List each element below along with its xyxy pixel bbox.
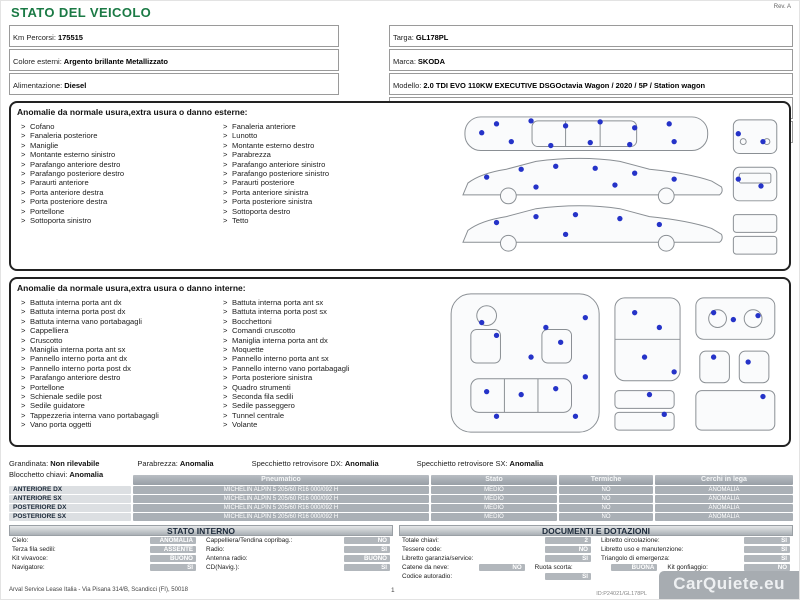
anomaly-item: > Pannello interno vano portabagagli (223, 364, 435, 373)
damage-dot (617, 216, 622, 221)
watermark: CarQuiete.eu (659, 571, 799, 599)
field-pair (667, 564, 790, 571)
anomaly-item: > Volante (223, 420, 435, 429)
table-row (9, 554, 393, 563)
damage-dot (667, 121, 672, 126)
field-value: SI (545, 573, 591, 580)
field-label: Cappelliera/Tendina copribag.: (206, 537, 293, 544)
damage-dot (494, 121, 499, 126)
anomaly-item: > Battuta interna vano portabagagli (21, 317, 217, 326)
anomaly-item: > Pannello interno porta ant sx (223, 354, 435, 363)
damage-dot (711, 354, 716, 359)
interior-anomaly-list-2 (223, 298, 435, 430)
field-value: SI (744, 537, 790, 544)
damage-dot (711, 310, 716, 315)
exterior-anomaly-list-1 (21, 122, 217, 225)
tires-header-pneumatico: Pneumatico (133, 475, 429, 485)
tires-header-blank (9, 475, 131, 485)
anomaly-item: > Battuta interna porta post dx (21, 307, 217, 316)
document-id: ID:P24021/GL178PL (596, 591, 647, 597)
field-pair (12, 564, 196, 571)
table-row (399, 554, 793, 563)
field-value: NO (744, 564, 790, 571)
check-label: Parabrezza: (137, 459, 178, 468)
anomaly-item: > Cappelliera (21, 326, 217, 335)
damage-dot (632, 171, 637, 176)
field-label: Codice autoradio: (402, 573, 453, 580)
anomaly-item: > Tappezzeria interna vano portabagagli (21, 411, 217, 420)
documenti-header: DOCUMENTI E DOTAZIONI (399, 525, 793, 536)
field-value: GL178PL (415, 33, 449, 42)
damage-dot (553, 386, 558, 391)
check-value: Anomalia (344, 459, 379, 468)
anomaly-item: > Sottoporta sinistro (21, 216, 217, 225)
tire-stato: MEDIO (431, 486, 557, 494)
field-label: Colore esterni: (13, 57, 62, 66)
field-value: 175515 (57, 33, 83, 42)
field-pair (402, 555, 591, 562)
field-pair (206, 537, 390, 544)
field-value: NO (344, 537, 390, 544)
field-label: Alimentazione: (13, 81, 63, 90)
field-pair (535, 564, 658, 571)
field-label: Radio: (206, 546, 225, 553)
anomaly-item: > Parafango anteriore destro (21, 160, 217, 169)
anomaly-item: > Pannello interno porta ant dx (21, 354, 217, 363)
anomaly-item: > Schienale sedile post (21, 392, 217, 401)
interior-anomalies-title: Anomalie da normale usura,extra usura o danno interne: (17, 283, 246, 293)
damage-dot (671, 369, 676, 374)
anomaly-item: > Portellone (21, 383, 217, 392)
field-pair (12, 537, 196, 544)
page-number: 1 (391, 587, 395, 594)
damage-dot (533, 184, 538, 189)
tire-stato: MEDIO (431, 495, 557, 503)
damage-dot (484, 174, 489, 179)
page-title: STATO DEL VEICOLO (11, 5, 152, 20)
anomaly-item: > Maniglia interna porta ant dx (223, 336, 435, 345)
damage-dot (494, 220, 499, 225)
footer-address: Arval Service Lease Italia - Via Pisana 314/B, Scandicci (FI), 50018 (9, 587, 188, 593)
damage-dot (662, 412, 667, 417)
field-value: BUONA (611, 564, 657, 571)
field-label: Navigatore: (12, 564, 45, 571)
tire-position: POSTERIORE DX (9, 504, 131, 512)
stato-interno-table (9, 525, 393, 572)
tires-header-stato: Stato (431, 475, 557, 485)
tires-header-row (9, 475, 793, 485)
field-value: Argento brillante Metallizzato (63, 57, 168, 66)
anomaly-item: > Quadro strumenti (223, 383, 435, 392)
field-label: Libretto garanzia/service: (402, 555, 474, 562)
field-label: Km Percorsi: (13, 33, 56, 42)
field-label: Catene da neve: (402, 564, 449, 571)
info-field (389, 73, 793, 95)
damage-dot (627, 142, 632, 147)
anomaly-item: > Porta anteriore sinistra (223, 188, 435, 197)
tire-description: MICHELIN ALPIN 5 205/60 R16 000/092 H (133, 495, 429, 503)
field-pair (601, 537, 790, 544)
info-field (9, 73, 339, 95)
tire-stato: MEDIO (431, 513, 557, 521)
anomaly-item: > Porta posteriore sinistra (223, 197, 435, 206)
damage-dot (509, 139, 514, 144)
tire-row (9, 486, 793, 494)
anomaly-item: > Porta posteriore destra (21, 197, 217, 206)
field-pair (601, 555, 790, 562)
field-value: SI (744, 546, 790, 553)
field-value: ANOMALIA (150, 537, 196, 544)
anomaly-item: > Moquette (223, 345, 435, 354)
tire-termiche: NO (559, 504, 653, 512)
info-field (389, 25, 793, 47)
damage-dot (745, 359, 750, 364)
anomaly-item: > Seconda fila sedili (223, 392, 435, 401)
tire-description: MICHELIN ALPIN 5 205/60 R16 000/092 H (133, 486, 429, 494)
damage-dot (647, 392, 652, 397)
tire-termiche: NO (559, 513, 653, 521)
check-value: Anomalia (69, 470, 104, 479)
anomaly-item: > Tunnel centrale (223, 411, 435, 420)
field-value: Diesel (64, 81, 87, 90)
anomaly-item: > Montante esterno sinistro (21, 150, 217, 159)
table-row (399, 536, 793, 545)
damage-dot (479, 130, 484, 135)
vehicle-info-left (9, 25, 339, 97)
field-value: ASSENTE (150, 546, 196, 553)
info-field (389, 49, 793, 71)
field-value: SI (344, 546, 390, 553)
anomaly-item: > Portellone (21, 207, 217, 216)
damage-dot (593, 166, 598, 171)
table-row (9, 545, 393, 554)
tire-termiche: NO (559, 495, 653, 503)
field-label: Ruota scorta: (534, 564, 573, 571)
tire-position: ANTERIORE DX (9, 486, 131, 494)
anomaly-item: > Battuta interna porta ant dx (21, 298, 217, 307)
anomaly-item: > Maniglie (21, 141, 217, 150)
damage-dot (553, 164, 558, 169)
tire-termiche: NO (559, 486, 653, 494)
anomaly-item: > Battuta interna porta post sx (223, 307, 435, 316)
tires-rows (9, 486, 793, 521)
damage-dot (755, 313, 760, 318)
check-value: Anomalia (179, 459, 214, 468)
exterior-anomalies-title: Anomalie da normale usura,extra usura o danno esterne: (17, 107, 248, 117)
damage-dot (548, 143, 553, 148)
damage-dot (588, 140, 593, 145)
damage-dot (528, 118, 533, 123)
field-value: SI (344, 564, 390, 571)
anomaly-item: > Sottoporta destro (223, 207, 435, 216)
damage-dot (484, 389, 489, 394)
anomaly-item: > Parabrezza (223, 150, 435, 159)
check-label: Specchietto retrovisore DX: (251, 459, 343, 468)
tire-description: MICHELIN ALPIN 5 205/60 R16 000/092 H (133, 504, 429, 512)
damage-dot (573, 212, 578, 217)
anomaly-item: > Porta anteriore destra (21, 188, 217, 197)
field-value: NO (479, 564, 525, 571)
field-label: Targa: (393, 33, 414, 42)
tire-stato: MEDIO (431, 504, 557, 512)
damage-dot (519, 167, 524, 172)
tire-cerchi: ANOMALIA (655, 513, 793, 521)
field-label: Libretto circolazione: (601, 537, 660, 544)
field-pair (601, 546, 790, 553)
damage-dot (494, 414, 499, 419)
damage-dot (657, 222, 662, 227)
interior-anomaly-list-1 (21, 298, 217, 430)
damage-dot (760, 394, 765, 399)
damage-dot (558, 340, 563, 345)
damage-dot (671, 139, 676, 144)
anomaly-item: > Fanaleria anteriore (223, 122, 435, 131)
exterior-anomaly-list-2 (223, 122, 435, 225)
field-value: BUONO (344, 555, 390, 562)
damage-dot (642, 354, 647, 359)
tire-cerchi: ANOMALIA (655, 495, 793, 503)
damage-dot (731, 317, 736, 322)
field-pair (206, 555, 390, 562)
damage-dot (736, 131, 741, 136)
damage-dot (479, 320, 484, 325)
field-label: Libretto uso e manutenzione: (601, 546, 684, 553)
damage-dot (494, 333, 499, 338)
anomaly-item: > Pannello interno porta post dx (21, 364, 217, 373)
damage-dot (533, 214, 538, 219)
check-value: Non rilevabile (50, 459, 100, 468)
damage-dot (563, 123, 568, 128)
damage-dot (671, 176, 676, 181)
anomaly-item: > Parafango anteriore destro (21, 373, 217, 382)
damage-dot (519, 392, 524, 397)
field-value: NO (545, 546, 591, 553)
anomaly-item: > Parafango anteriore sinistro (223, 160, 435, 169)
table-row (9, 563, 393, 572)
info-field (9, 25, 339, 47)
anomaly-item: > Fanaleria posteriore (21, 131, 217, 140)
stato-interno-header: STATO INTERNO (9, 525, 393, 536)
anomaly-item: > Paraurti posteriore (223, 178, 435, 187)
field-label: CD(Navig.): (206, 564, 240, 571)
field-pair (402, 573, 591, 580)
tires-table (9, 475, 793, 522)
check-value: Anomalia (509, 459, 544, 468)
damage-dot (583, 315, 588, 320)
field-value: BUONO (150, 555, 196, 562)
anomaly-item: > Sedile guidatore (21, 401, 217, 410)
field-pair (206, 546, 390, 553)
tire-row (9, 504, 793, 512)
anomaly-item: > Battuta interna porta ant sx (223, 298, 435, 307)
field-label: Totale chiavi: (402, 537, 439, 544)
field-value: SI (150, 564, 196, 571)
tire-description: MICHELIN ALPIN 5 205/60 R16 000/092 H (133, 513, 429, 521)
interior-car-diagram (435, 288, 785, 438)
field-label: Terza fila sedili: (12, 546, 56, 553)
field-pair (12, 546, 196, 553)
field-value: SI (744, 555, 790, 562)
anomaly-item: > Cofano (21, 122, 217, 131)
damage-dot (758, 183, 763, 188)
anomaly-item: > Montante esterno destro (223, 141, 435, 150)
damage-dot (736, 176, 741, 181)
field-label: Kit gonfiaggio: (667, 564, 708, 571)
tire-cerchi: ANOMALIA (655, 504, 793, 512)
damage-dot (632, 310, 637, 315)
check-label: Specchietto retrovisore SX: (416, 459, 508, 468)
check-label: Blocchetto chiavi: (9, 470, 68, 479)
field-value: SKODA (417, 57, 446, 66)
field-value: 2 (545, 537, 591, 544)
tire-position: ANTERIORE SX (9, 495, 131, 503)
exterior-car-diagram (435, 112, 785, 262)
anomaly-item: > Bocchettoni (223, 317, 435, 326)
anomaly-item: > Maniglia interna porta ant sx (21, 345, 217, 354)
exterior-anomalies-section (9, 101, 791, 271)
tire-cerchi: ANOMALIA (655, 486, 793, 494)
damage-dot (563, 232, 568, 237)
tire-row (9, 495, 793, 503)
anomaly-item: > Porta posteriore sinistra (223, 373, 435, 382)
anomaly-item: > Parafango posteriore destro (21, 169, 217, 178)
field-label: Modello: (393, 81, 422, 90)
interior-anomalies-section (9, 277, 791, 447)
damage-dot (597, 119, 602, 124)
field-value: SI (545, 555, 591, 562)
field-label: Tessere code: (402, 546, 442, 553)
tires-header-cerchi: Cerchi in lega (655, 475, 793, 485)
anomaly-item: > Vano porta oggetti (21, 420, 217, 429)
field-pair (402, 537, 591, 544)
field-pair (402, 564, 525, 571)
damage-dot (657, 325, 662, 330)
field-label: Marca: (393, 57, 416, 66)
anomaly-item: > Lunotto (223, 131, 435, 140)
field-value: 2.0 TDI EVO 110KW EXECUTIVE DSGOctavia Wagon / 2020 / 5P / Station wagon (423, 81, 706, 90)
damage-dot (583, 374, 588, 379)
anomaly-item: > Comandi cruscotto (223, 326, 435, 335)
anomaly-item: > Paraurti anteriore (21, 178, 217, 187)
table-row (399, 545, 793, 554)
damage-dot (528, 354, 533, 359)
tire-row (9, 513, 793, 521)
damage-dot (760, 139, 765, 144)
field-pair (402, 546, 591, 553)
field-pair (12, 555, 196, 562)
revision-label: Rev. A (773, 4, 791, 10)
field-label: Triangolo di emergenza: (601, 555, 670, 562)
damage-dot (573, 414, 578, 419)
damage-dot (612, 182, 617, 187)
anomaly-item: > Cruscotto (21, 336, 217, 345)
tire-position: POSTERIORE SX (9, 513, 131, 521)
field-pair (206, 564, 390, 571)
check-label: Grandinata: (9, 459, 49, 468)
field-label: Kit vivavoce: (12, 555, 48, 562)
info-field (9, 49, 339, 71)
field-label: Cielo: (12, 537, 29, 544)
damage-dot (543, 325, 548, 330)
anomaly-item: > Sedile passeggero (223, 401, 435, 410)
tires-header-termiche: Termiche (559, 475, 653, 485)
damage-dot (632, 125, 637, 130)
anomaly-item: > Parafango posteriore sinistro (223, 169, 435, 178)
field-label: Antenna radio: (206, 555, 248, 562)
table-row (9, 536, 393, 545)
anomaly-item: > Tetto (223, 216, 435, 225)
